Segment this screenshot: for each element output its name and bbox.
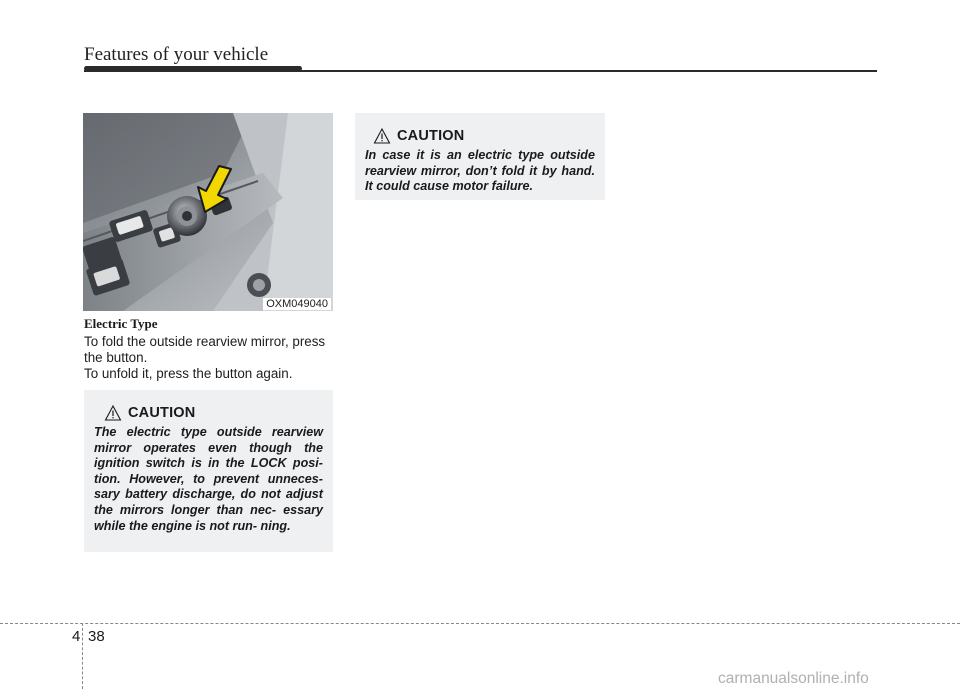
section-subheading: Electric Type [84, 316, 158, 331]
page-header-title: Features of your vehicle [84, 44, 269, 65]
caution-title: CAUTION [397, 128, 465, 144]
figure-code: OXM049040 [263, 298, 331, 310]
caution-text: The electric type outside rearview mirror operates even though the ignition switch is in the LOCK posi- tion. However, to prevent unneces- sary battery discharge, do not adjust the mirrors longer than nec- essary while the engine is not run- ning. [94, 425, 323, 533]
caution-title: CAUTION [128, 405, 196, 421]
door-panel-illustration [83, 113, 333, 311]
caution-box-battery [84, 390, 333, 552]
chapter-number: 4 [72, 628, 81, 645]
caution-header [104, 404, 323, 422]
instruction-paragraph-unfold: To unfold it, press the button again. [84, 366, 293, 381]
caution-text: In case it is an electric type outside rearview mirror, don’t fold it by hand. It could cause motor failure. [365, 148, 595, 194]
instruction-paragraph-fold: To fold the outside rearview mirror, press the button. [84, 334, 326, 365]
footer-rule [0, 623, 960, 624]
watermark: carmanualsonline.info [718, 670, 869, 687]
caution-box-manual-fold [355, 113, 605, 200]
warning-triangle-icon [104, 404, 122, 422]
warning-triangle-icon [373, 127, 391, 145]
mirror-switch-photo [83, 113, 333, 311]
caution-header [373, 127, 595, 145]
page-number: 38 [88, 628, 105, 645]
footer-divider [82, 623, 83, 689]
header-rule [84, 70, 877, 72]
